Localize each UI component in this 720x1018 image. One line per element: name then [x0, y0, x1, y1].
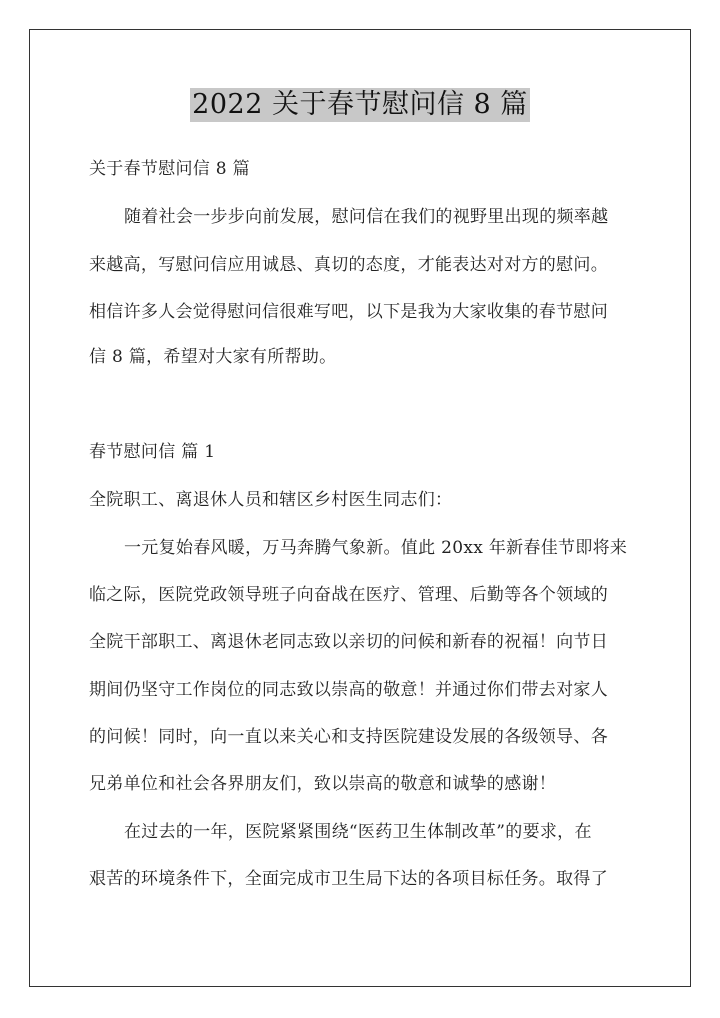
salutation: 全院职工、离退休人员和辖区乡村医生同志们： [89, 490, 453, 510]
intro-line-3: 相信许多人会觉得慰问信很难写吧，以下是我为大家收集的春节慰问 [89, 302, 608, 322]
body-line-2: 临之际，医院党政领导班子向奋战在医疗、管理、后勤等各个领域的 [89, 585, 608, 605]
intro-line-2: 来越高，写慰问信应用诚恳、真切的态度，才能表达对对方的慰问。 [89, 255, 608, 275]
body-line-3: 全院干部职工、离退休老同志致以亲切的问候和新春的祝福！向节日 [89, 632, 608, 652]
intro-line-4: 信 8 篇，希望对大家有所帮助。 [89, 347, 337, 367]
body-line-5: 的问候！同时，向一直以来关心和支持医院建设发展的各级领导、各 [89, 727, 608, 747]
body-line-7: 在过去的一年，医院紧紧围绕“医药卫生体制改革”的要求，在 [124, 822, 592, 842]
body-line-4: 期间仍坚守工作岗位的同志致以崇高的敬意！并通过你们带去对家人 [89, 680, 608, 700]
body-line-1: 一元复始春风暖，万马奔腾气象新。值此 20xx 年新春佳节即将来 [124, 538, 628, 558]
body-line-6: 兄弟单位和社会各界朋友们，致以崇高的敬意和诚挚的感谢！ [89, 774, 557, 794]
section-heading: 春节慰问信 篇 1 [89, 442, 216, 462]
intro-line-1: 随着社会一步步向前发展，慰问信在我们的视野里出现的频率越 [124, 207, 609, 227]
document-subtitle: 关于春节慰问信 8 篇 [89, 159, 250, 179]
title-container [0, 88, 720, 122]
body-line-8: 艰苦的环境条件下，全面完成市卫生局下达的各项目标任务。取得了 [89, 869, 608, 889]
document-title: 2022 关于春节慰问信 8 篇 [192, 89, 528, 120]
